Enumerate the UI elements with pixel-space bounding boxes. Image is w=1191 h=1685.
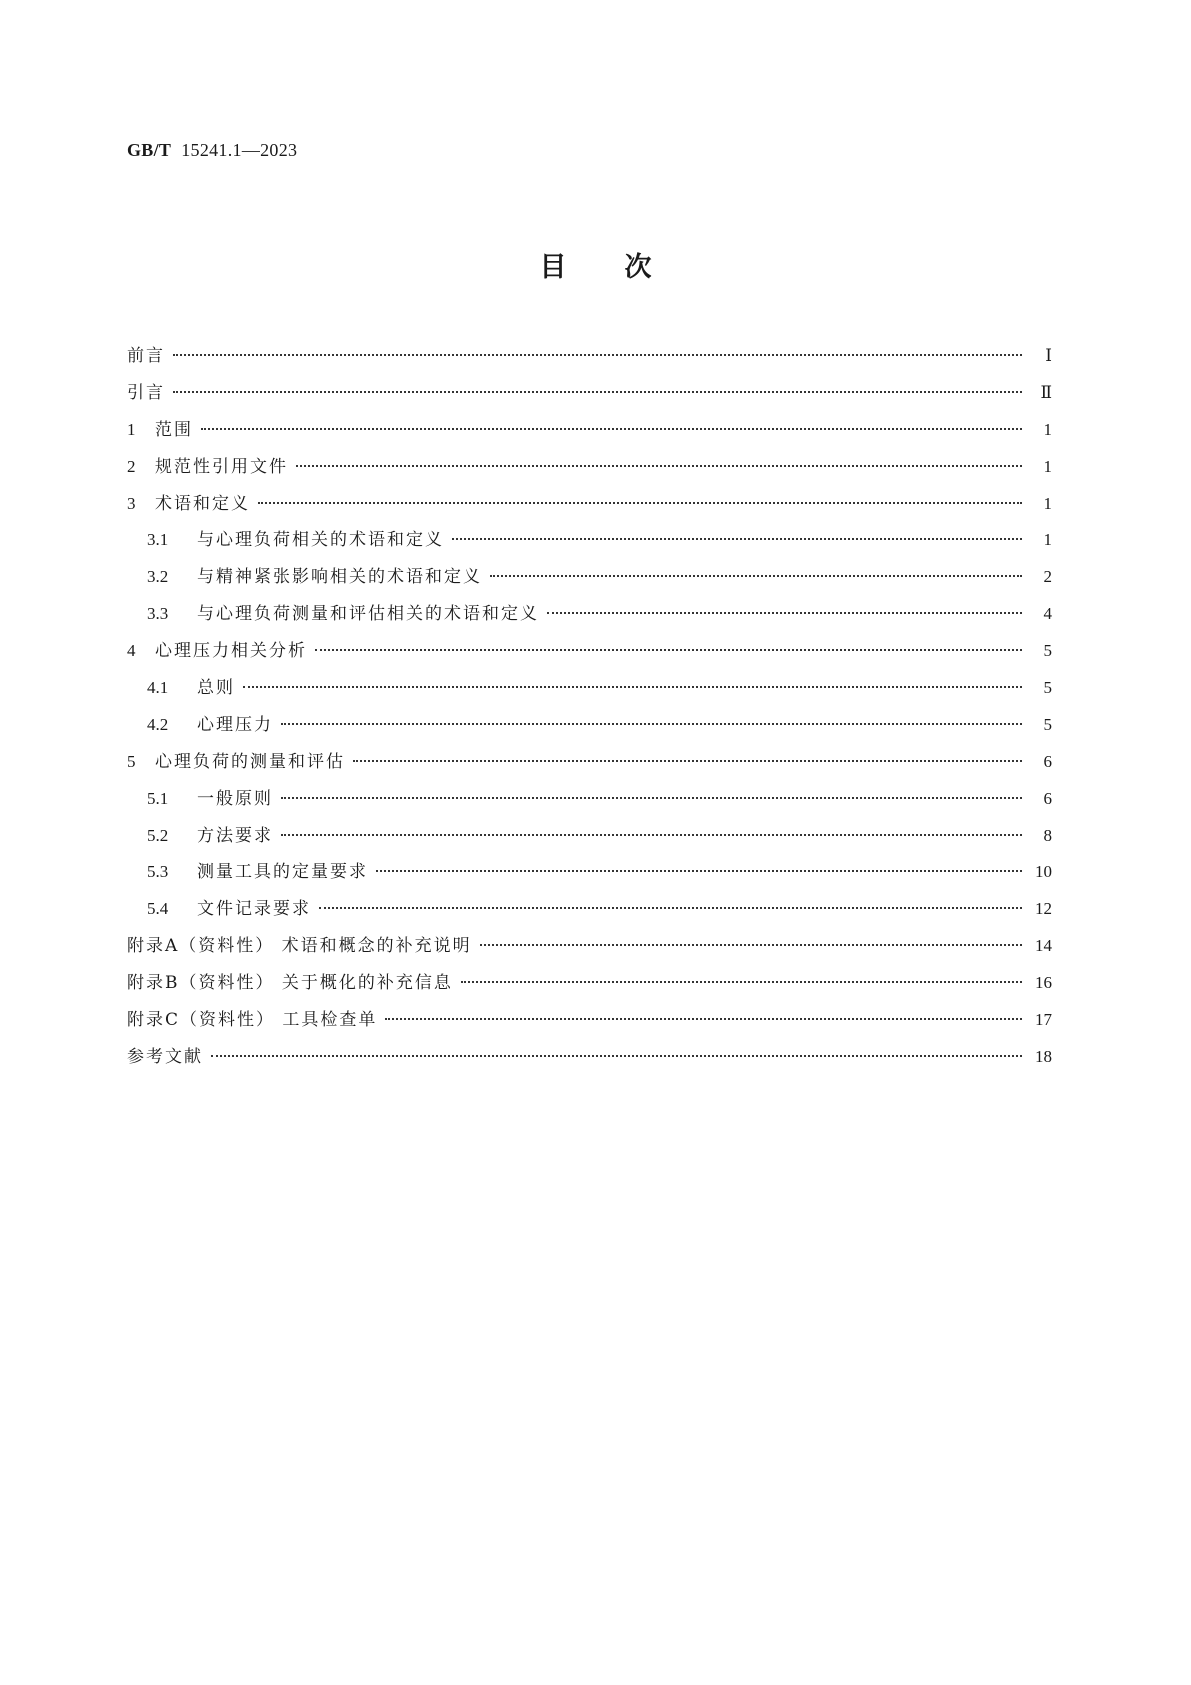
toc-entry-page: 14 xyxy=(1035,936,1052,956)
dot-leader xyxy=(547,612,1022,614)
dot-leader xyxy=(461,981,1022,983)
toc-entry-label: 方法要求 xyxy=(197,825,273,846)
toc-entry-number: 5 xyxy=(127,751,136,771)
toc-entry-page: 1 xyxy=(1043,493,1052,513)
toc-entry-page: 5 xyxy=(1043,714,1052,734)
toc-entry[interactable] xyxy=(127,965,1052,1002)
dot-leader xyxy=(281,834,1022,836)
toc-entry-number: 5.4 xyxy=(147,899,169,919)
dot-leader xyxy=(243,686,1022,688)
toc-entry-page: Ⅱ xyxy=(1040,382,1052,402)
toc-entry-number: 4.2 xyxy=(147,714,169,734)
toc-entry-page: 5 xyxy=(1043,641,1052,661)
toc-entry-number: 1 xyxy=(127,419,136,439)
dot-leader xyxy=(376,870,1022,872)
toc-entry-label: 与心理负荷测量和评估相关的术语和定义 xyxy=(197,604,539,625)
dot-leader xyxy=(211,1055,1022,1057)
dot-leader xyxy=(281,797,1022,799)
toc-entry-page: 1 xyxy=(1043,456,1052,476)
toc-entry-label: 心理负荷的测量和评估 xyxy=(155,751,345,772)
toc-entry-number: 3.3 xyxy=(147,604,169,624)
toc-entry-label: 与精神紧张影响相关的术语和定义 xyxy=(197,567,482,588)
toc-entry-label: 总则 xyxy=(197,678,235,699)
toc-entry[interactable] xyxy=(127,1002,1052,1039)
toc-entry-label: 参考文献 xyxy=(127,1046,203,1067)
toc-entry-page: 2 xyxy=(1043,567,1052,587)
toc-entry-label: 与心理负荷相关的术语和定义 xyxy=(197,530,444,551)
toc-entry-page: 1 xyxy=(1043,419,1052,439)
toc-entry[interactable] xyxy=(127,1039,1052,1076)
toc-entry[interactable] xyxy=(127,449,1052,486)
toc-entry-page: 6 xyxy=(1043,788,1052,808)
toc-entry-page: 12 xyxy=(1035,899,1052,919)
dot-leader xyxy=(281,723,1022,725)
toc-entry-label: 一般原则 xyxy=(197,788,273,809)
toc-entry[interactable] xyxy=(127,412,1052,449)
dot-leader xyxy=(201,428,1022,430)
toc-entry[interactable] xyxy=(127,596,1052,633)
dot-leader xyxy=(319,907,1022,909)
dot-leader xyxy=(385,1018,1022,1020)
toc-entry-number: 5.2 xyxy=(147,825,169,845)
toc-entry-label: 前言 xyxy=(127,346,165,366)
dot-leader xyxy=(258,502,1022,504)
toc-entry[interactable] xyxy=(127,633,1052,670)
table-of-contents xyxy=(127,338,1052,1076)
dot-leader xyxy=(296,465,1022,467)
toc-entry[interactable] xyxy=(127,928,1052,965)
toc-entry-page: 18 xyxy=(1035,1046,1052,1066)
toc-entry-number: 3.1 xyxy=(147,530,169,550)
dot-leader xyxy=(452,538,1022,540)
toc-entry-page: 10 xyxy=(1035,862,1052,882)
toc-entry-label: 术语和定义 xyxy=(155,493,250,514)
toc-entry-label: 附录B（资料性） 关于概化的补充信息 xyxy=(127,973,453,994)
dot-leader xyxy=(173,354,1022,356)
toc-entry-label: 心理压力相关分析 xyxy=(155,641,307,662)
standard-number: 15241.1—2023 xyxy=(181,140,298,160)
toc-entry-number: 3.2 xyxy=(147,567,169,587)
toc-entry-number: 4 xyxy=(127,641,136,661)
toc-entry[interactable] xyxy=(127,522,1052,559)
toc-entry-page: 6 xyxy=(1043,751,1052,771)
toc-entry[interactable] xyxy=(127,818,1052,855)
toc-entry-label: 附录C（资料性） 工具检查单 xyxy=(127,1010,378,1031)
dot-leader xyxy=(480,944,1022,946)
toc-entry-page: 1 xyxy=(1043,530,1052,550)
toc-entry-label: 文件记录要求 xyxy=(197,899,311,920)
standard-code xyxy=(127,140,297,161)
toc-title: 目次 xyxy=(539,252,710,283)
toc-entry[interactable] xyxy=(127,559,1052,596)
toc-entry[interactable] xyxy=(127,854,1052,891)
toc-entry-number: 5.1 xyxy=(147,788,169,808)
toc-entry-page: 4 xyxy=(1043,604,1052,624)
toc-entry-page: Ⅰ xyxy=(1045,346,1052,365)
toc-entry[interactable] xyxy=(127,781,1052,818)
toc-entry[interactable] xyxy=(127,891,1052,928)
dot-leader xyxy=(315,649,1022,651)
dot-leader xyxy=(490,575,1022,577)
toc-entry-label: 引言 xyxy=(127,382,165,403)
toc-entry[interactable] xyxy=(127,338,1052,375)
toc-entry-label: 范围 xyxy=(155,419,193,440)
toc-entry-number: 4.1 xyxy=(147,678,169,698)
toc-entry-label: 心理压力 xyxy=(197,714,273,735)
toc-entry[interactable] xyxy=(127,486,1052,523)
toc-entry-page: 5 xyxy=(1043,678,1052,698)
toc-entry-label: 附录A（资料性） 术语和概念的补充说明 xyxy=(127,936,472,957)
toc-entry[interactable] xyxy=(127,375,1052,412)
toc-entry-label: 规范性引用文件 xyxy=(155,456,288,477)
toc-entry[interactable] xyxy=(127,670,1052,707)
toc-entry-page: 16 xyxy=(1035,973,1052,993)
dot-leader xyxy=(173,391,1022,393)
toc-entry[interactable] xyxy=(127,744,1052,781)
standard-prefix: GB/T xyxy=(127,140,172,160)
toc-entry-page: 8 xyxy=(1043,825,1052,845)
dot-leader xyxy=(353,760,1022,762)
toc-entry-number: 5.3 xyxy=(147,862,169,882)
toc-entry-label: 测量工具的定量要求 xyxy=(197,862,368,883)
toc-entry-page: 17 xyxy=(1035,1010,1052,1030)
toc-entry[interactable] xyxy=(127,707,1052,744)
toc-entry-number: 3 xyxy=(127,493,136,513)
toc-entry-number: 2 xyxy=(127,456,136,476)
